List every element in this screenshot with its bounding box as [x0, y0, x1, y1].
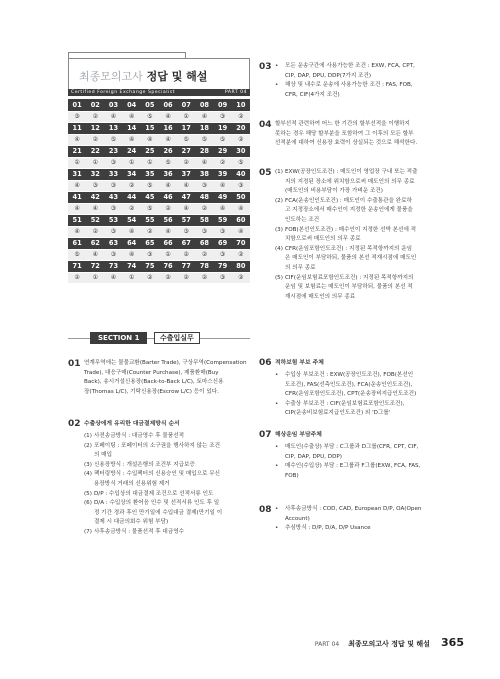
question-number: 64 [123, 237, 141, 249]
answer-choice: ④ [177, 180, 195, 191]
list-item-marker: • [275, 82, 279, 89]
text-line: 모든 운송구간에 사용가능한 조건 : EXW, FCA, CPT, [285, 63, 415, 69]
answer-choice: ② [214, 157, 232, 168]
text-line: 장(Thomas L/C), 기탁신용장(Escrow L/C) 등이 있다. [84, 388, 219, 395]
answer-choice: ③ [195, 180, 213, 191]
question-number: 59 [214, 214, 232, 226]
question-number: 41 [68, 191, 86, 203]
list-item [275, 462, 453, 481]
list-item [275, 443, 453, 462]
text-line: Account) [285, 515, 310, 522]
grid-number-row [68, 260, 250, 272]
question-number: 77 [177, 260, 195, 272]
question-number: 22 [86, 145, 104, 157]
question-number: 75 [141, 260, 159, 272]
list-item-marker: (4) [275, 245, 283, 252]
question-number: 34 [123, 168, 141, 180]
item-heading: 적하보험 부보 주체 [275, 360, 324, 366]
question-number: 35 [141, 168, 159, 180]
list-item [275, 245, 453, 274]
text-line: 용장방식 거래의 신용위험 제거 [94, 480, 170, 487]
answer-choice: ② [159, 272, 177, 283]
question-number: 60 [232, 214, 250, 226]
text-line: 연계무역에는 물물교환(Barter Trade), 구상무역(Compensation [84, 360, 247, 366]
text-line: 못하는 경우 해당 할부분을 포함하여 그 이후의 모든 할부 [275, 130, 414, 137]
list-item-marker: (3) [275, 226, 283, 233]
answer-choice: ④ [123, 226, 141, 237]
answer-choice: ② [159, 203, 177, 214]
text-line: 결제 시 대금의회수 위험 부담) [94, 519, 169, 526]
answer-choice: ④ [104, 272, 122, 283]
item-body [275, 62, 453, 100]
question-number: 54 [123, 214, 141, 226]
footer-title: 최종모의고사 정답 및 해설 [348, 640, 430, 648]
text-line: 은 매도인이 부담하되, 물품의 본선 적재시점에 매도인 [285, 255, 417, 262]
answer-choice: ② [123, 203, 141, 214]
answer-choice: ④ [68, 203, 86, 214]
grid-number-row [68, 168, 250, 180]
question-number: 78 [195, 260, 213, 272]
question-number: 08 [195, 99, 213, 111]
footer-part: PART 04 [314, 641, 340, 648]
answer-choice: ③ [104, 180, 122, 191]
text-line: CIP, DAP, DPU, DDP) [285, 453, 342, 460]
answer-choice: ④ [214, 180, 232, 191]
text-line: 사후송금방식 : COD, CAD, European D/P, OA(Open [285, 506, 422, 512]
question-number: 55 [141, 214, 159, 226]
item-number: 08 [259, 505, 272, 515]
answer-choice: ③ [177, 226, 195, 237]
answer-choice: ④ [159, 226, 177, 237]
grid-number-row [68, 145, 250, 157]
answer-choice: ② [195, 249, 213, 260]
text-line: CIP, DAP, DPU, DDP(7가지 조건) [285, 72, 372, 79]
page-title-main: 정답 및 해설 [146, 70, 208, 83]
question-number: 16 [159, 122, 177, 134]
question-number: 49 [214, 191, 232, 203]
text-line: 매도인(수출상) 부담 : C그룹과 D그룹(CFR, CPT, CIF, [285, 444, 419, 450]
list-item [84, 442, 262, 461]
text-line: 지의 지정된 장소에 위치함으로써 매도인의 의무 종료 [285, 178, 415, 185]
list-item [275, 226, 453, 245]
answer-choice: ④ [68, 134, 86, 145]
list-item-marker: (2) [84, 442, 92, 449]
question-number: 10 [232, 99, 250, 111]
grid-answer-row [68, 226, 250, 237]
question-number: 56 [159, 214, 177, 226]
question-number: 61 [68, 237, 86, 249]
item-body [275, 371, 453, 419]
answer-choice: ② [123, 180, 141, 191]
answer-choice: ④ [123, 249, 141, 260]
list-item-marker: (1) [84, 433, 92, 439]
item-number: 02 [68, 419, 81, 429]
answer-choice: ④ [159, 180, 177, 191]
item-heading: 수출상에게 유리한 대금결제방식 순서 [84, 421, 180, 427]
text-line: 의 매입 [94, 452, 112, 459]
answer-choice: ④ [86, 249, 104, 260]
answer-choice: ⑤ [177, 134, 195, 145]
question-number: 32 [86, 168, 104, 180]
answer-choice: ③ [68, 111, 86, 122]
question-number: 04 [123, 99, 141, 111]
question-number: 71 [68, 260, 86, 272]
list-item [275, 371, 453, 400]
grid-number-row [68, 122, 250, 134]
item-number: 05 [259, 168, 272, 178]
grid-answer-row [68, 157, 250, 168]
list-item-marker: (5) [275, 274, 283, 281]
text-line: 의 의무 종료 [285, 264, 316, 271]
question-number: 27 [177, 145, 195, 157]
answer-choice: ④ [86, 203, 104, 214]
item-number: 04 [259, 120, 272, 130]
question-number: 51 [68, 214, 86, 226]
question-number: 23 [104, 145, 122, 157]
answer-choice: ③ [104, 157, 122, 168]
item-body [275, 120, 453, 149]
page-number: 365 [441, 636, 464, 649]
text-line: FOB(본선인도조건) : 매수인이 지정한 선박 본선에 적 [285, 226, 417, 233]
text-line: 포페이팅 : 포페이터의 소구권을 행사하지 않는 조건 [94, 442, 221, 449]
question-number: 31 [68, 168, 86, 180]
answer-choice: ① [123, 157, 141, 168]
grid-answer-row [68, 249, 250, 260]
text-line: Back), 송시거설신용장(Back-to-Back L/C), 토마스신용 [84, 379, 224, 386]
page-title [79, 68, 207, 84]
list-item [84, 499, 262, 528]
answer-choice: ④ [159, 134, 177, 145]
text-line: CFR(운임포함인도조건) : 지정된 목적항까지의 운임 [285, 245, 413, 252]
text-line: EXW(공장인도조건) : 매도인이 영업장 구내 또는 적출 [285, 169, 418, 175]
question-number: 58 [195, 214, 213, 226]
text-line: 매수인(수입상) 부담 : E그룹과 F그룹(EXW, FCA, FAS, [285, 463, 421, 470]
list-item-marker: (2) [275, 197, 283, 204]
answer-choice: ⑤ [141, 203, 159, 214]
question-number: 38 [195, 168, 213, 180]
question-number: 68 [195, 237, 213, 249]
text-line: 선적분에 대하여 신용장 효력이 상실되는 것으로 해석한다. [275, 140, 418, 147]
text-line: 수입상 부보조건 : EXW(공장인도조건), FOB(본선인 [285, 372, 414, 378]
answer-choice: ③ [195, 226, 213, 237]
question-number: 02 [86, 99, 104, 111]
question-number: 63 [104, 237, 122, 249]
answer-choice: ④ [123, 134, 141, 145]
subtitle-part: PART 04 [224, 90, 247, 95]
text-line: 팩터링방식 : 수입팩터의 신용승인 및 매입으로 무신 [94, 471, 221, 478]
text-line: CIP(운송비보험료지급인도조건) 외 'D그룹' [285, 410, 391, 417]
grid-number-row [68, 99, 250, 111]
text-line: 사전송금방식 : 대금영수 후 물품선적 [94, 433, 185, 439]
text-line: 할부선적 관련하여 어느 한 기간의 할부선적을 이행하지 [275, 121, 410, 127]
item-number: 01 [68, 359, 81, 369]
list-item-marker: • [275, 63, 279, 69]
answer-choice: ④ [68, 180, 86, 191]
question-number: 07 [177, 99, 195, 111]
question-number: 79 [214, 260, 232, 272]
answer-choice: ② [232, 249, 250, 260]
section-label: SECTION 1 [90, 332, 147, 344]
answer-choice: ② [177, 272, 195, 283]
grid-answer-row [68, 272, 250, 283]
answer-grid [68, 99, 250, 284]
answer-choice: ④ [232, 203, 250, 214]
grid-answer-row [68, 203, 250, 214]
answer-choice: ④ [123, 111, 141, 122]
list-item [275, 505, 453, 524]
answer-choice: ③ [214, 226, 232, 237]
answer-choice: ③ [104, 203, 122, 214]
question-number: 42 [86, 191, 104, 203]
list-item [275, 168, 453, 197]
title-subbar [68, 89, 250, 96]
list-item-marker: • [275, 400, 279, 407]
question-number: 44 [123, 191, 141, 203]
item-body [84, 432, 262, 538]
grid-number-row [68, 191, 250, 203]
question-number: 70 [232, 237, 250, 249]
page-title-accent: 최종모의고사 [79, 70, 143, 83]
answer-choice: ③ [232, 180, 250, 191]
list-item-marker: • [275, 444, 279, 450]
list-item [275, 400, 453, 419]
question-number: 01 [68, 99, 86, 111]
question-number: 65 [141, 237, 159, 249]
answer-choice: ④ [104, 111, 122, 122]
grid-number-row [68, 214, 250, 226]
text-line: 수출상 부보조건 : CIF(운임보험료포함인도조건), [285, 400, 405, 407]
question-number: 28 [195, 145, 213, 157]
list-item-marker: • [275, 525, 279, 532]
question-number: 13 [104, 122, 122, 134]
answer-choice: ⑤ [68, 249, 86, 260]
page-footer [315, 631, 464, 650]
question-number: 48 [195, 191, 213, 203]
answer-choice: ② [177, 157, 195, 168]
question-number: 21 [68, 145, 86, 157]
text-line: 도조건), FAS(선측인도조건), FCA(운송인인도조건), [285, 381, 413, 388]
item-body [275, 443, 453, 481]
list-item [84, 432, 262, 442]
question-number: 05 [141, 99, 159, 111]
text-line: FOB) [285, 472, 299, 479]
subtitle: Certified Foreign Exchange Specialist [71, 90, 175, 95]
answer-choice: ① [86, 272, 104, 283]
text-line: (매도인의 비용부담이 가장 가벼운 조건) [285, 188, 383, 195]
question-number: 57 [177, 214, 195, 226]
item-body [275, 505, 453, 534]
item-body [275, 168, 453, 302]
grid-answer-row [68, 180, 250, 191]
list-item [275, 62, 453, 81]
section-title: 수출입실무 [154, 332, 200, 344]
list-item-marker: • [275, 506, 279, 512]
question-number: 37 [177, 168, 195, 180]
question-number: 30 [232, 145, 250, 157]
list-item-marker: (1) [275, 169, 283, 175]
answer-choice: ③ [141, 249, 159, 260]
answer-choice: ② [86, 226, 104, 237]
question-number: 19 [214, 122, 232, 134]
question-number: 80 [232, 260, 250, 272]
question-number: 03 [104, 99, 122, 111]
answer-choice: ③ [214, 111, 232, 122]
section-header [68, 332, 250, 344]
question-number: 67 [177, 237, 195, 249]
question-number: 18 [195, 122, 213, 134]
list-item-marker: (5) [84, 490, 92, 497]
answer-choice: ⑤ [159, 157, 177, 168]
question-number: 11 [68, 122, 86, 134]
list-item [275, 274, 453, 303]
answer-choice: ⑤ [214, 134, 232, 145]
title-tab-decoration [68, 52, 186, 58]
list-item [275, 197, 453, 226]
answer-choice: ① [141, 157, 159, 168]
answer-choice: ② [141, 272, 159, 283]
question-number: 36 [159, 168, 177, 180]
answer-choice: ② [177, 249, 195, 260]
answer-choice: ② [195, 272, 213, 283]
question-number: 76 [159, 260, 177, 272]
text-line: CFR, CIF(4가지 조건) [285, 91, 340, 98]
question-number: 06 [159, 99, 177, 111]
answer-choice: ③ [86, 180, 104, 191]
answer-choice: ④ [68, 226, 86, 237]
text-line: Trade), 대응구매(Counter Purchase), 제품환매(Buy [84, 369, 219, 376]
text-line: CIF(운임보험료포함인도조건) : 지정된 목적항까지의 [285, 274, 414, 281]
text-line: 고 지정장소에서 매수인이 지정한 운송인에게 물품을 [285, 207, 413, 214]
list-item [275, 81, 453, 100]
question-number: 43 [104, 191, 122, 203]
list-item-marker: • [275, 372, 279, 378]
question-number: 09 [214, 99, 232, 111]
question-number: 69 [214, 237, 232, 249]
question-number: 47 [177, 191, 195, 203]
answer-choice: ⑤ [232, 157, 250, 168]
question-number: 26 [159, 145, 177, 157]
answer-choice: ③ [214, 272, 232, 283]
answer-choice: ② [232, 111, 250, 122]
answer-choice: ④ [195, 157, 213, 168]
list-item-marker: (6) [84, 500, 92, 507]
grid-number-row [68, 237, 250, 249]
text-line: 추심방식 : D/P, D/A, D/P Usance [285, 525, 371, 532]
text-line: 신용장방식 : 개설은행의 조건부 지급보증 [94, 461, 195, 468]
item-number: 06 [259, 358, 272, 368]
question-number: 50 [232, 191, 250, 203]
answer-choice: ① [177, 111, 195, 122]
answer-choice: ② [141, 226, 159, 237]
list-item [84, 470, 262, 489]
question-number: 24 [123, 145, 141, 157]
answer-choice: ⑤ [195, 134, 213, 145]
question-number: 45 [141, 191, 159, 203]
text-line: D/P : 수입상의 대금결제 조건으로 선적서류 인도 [94, 490, 214, 497]
question-number: 15 [141, 122, 159, 134]
answer-choice: ① [123, 272, 141, 283]
answer-choice: ① [86, 157, 104, 168]
question-number: 40 [232, 168, 250, 180]
text-line: 치함으로써 매도인의 의무 종료 [285, 236, 361, 243]
answer-choice: ② [86, 111, 104, 122]
item-heading: 해상운임 부담주체 [275, 432, 322, 438]
list-item [275, 524, 453, 534]
question-number: 14 [123, 122, 141, 134]
text-line: 정 기간 경과 후인 만기일에 수입대금 결제(만기일 이 [94, 509, 223, 516]
question-number: 66 [159, 237, 177, 249]
item-number: 03 [259, 62, 272, 72]
question-number: 39 [214, 168, 232, 180]
question-number: 53 [104, 214, 122, 226]
answer-choice: ② [232, 272, 250, 283]
list-item [84, 490, 262, 500]
question-number: 29 [214, 145, 232, 157]
list-item-marker: (3) [84, 461, 92, 468]
answer-choice: ④ [214, 203, 232, 214]
answer-choice: ② [68, 272, 86, 283]
question-number: 20 [232, 122, 250, 134]
answer-choice: ④ [141, 134, 159, 145]
question-number: 33 [104, 168, 122, 180]
answer-choice: ① [159, 249, 177, 260]
question-number: 73 [104, 260, 122, 272]
answer-choice: ② [195, 203, 213, 214]
list-item [84, 461, 262, 471]
text-line: FCA(운송인인도조건) : 매도인이 수출통관을 완료하 [285, 197, 412, 204]
answer-choice: ① [68, 157, 86, 168]
list-item-marker: (4) [84, 471, 92, 478]
text-line: 사후송금방식 : 물품선적 후 대금영수 [94, 528, 185, 535]
grid-answer-row [68, 111, 250, 122]
answer-choice: ③ [214, 249, 232, 260]
list-item-marker: (7) [84, 528, 92, 535]
question-number: 17 [177, 122, 195, 134]
text-line: 재시점에 매도인의 의무 종료 [285, 293, 356, 300]
question-number: 52 [86, 214, 104, 226]
answer-choice: ③ [104, 249, 122, 260]
text-line: 운임 및 보험료는 매도인이 부담하되, 물품의 본선 적 [285, 284, 413, 291]
question-number: 12 [86, 122, 104, 134]
question-number: 25 [141, 145, 159, 157]
answer-choice: ② [232, 134, 250, 145]
text-line: 해상 및 내수로 운송에 사용가능한 조건 : FAS, FOB, [285, 82, 413, 89]
list-item [84, 528, 262, 538]
answer-choice: ③ [104, 226, 122, 237]
item-number: 07 [259, 430, 272, 440]
question-number: 46 [159, 191, 177, 203]
text-line: 인도하는 조건 [285, 216, 320, 223]
answer-choice: ⑤ [141, 180, 159, 191]
answer-choice: ④ [177, 203, 195, 214]
question-number: 62 [86, 237, 104, 249]
text-line: CFR(운임포함인도조건), CPT(운송장비지급인도조건) [285, 391, 417, 398]
answer-choice: ⑤ [104, 134, 122, 145]
item-body [84, 359, 262, 397]
answer-choice: ④ [159, 111, 177, 122]
grid-answer-row [68, 134, 250, 145]
answer-choice: ④ [232, 226, 250, 237]
text-line: D/A : 수입상의 환어음 인수 및 선적서류 인도 후 일 [94, 500, 220, 507]
answer-choice: ⑤ [141, 111, 159, 122]
list-item-marker: • [275, 463, 279, 470]
question-number: 72 [86, 260, 104, 272]
answer-choice: ② [86, 134, 104, 145]
question-number: 74 [123, 260, 141, 272]
answer-choice: ④ [195, 111, 213, 122]
